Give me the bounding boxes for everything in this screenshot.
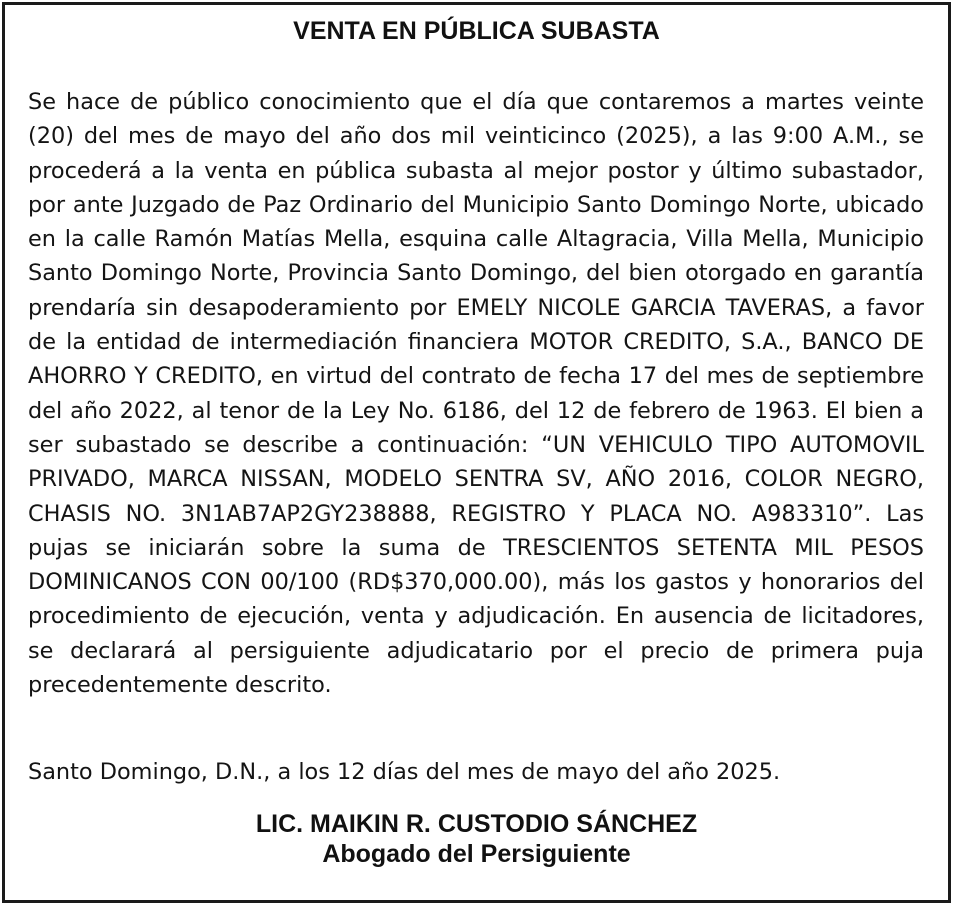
- signatory-name: LIC. MAIKIN R. CUSTODIO SÁNCHEZ: [255, 810, 698, 838]
- notice-dateline: Santo Domingo, D.N., a los 12 días del mes de mayo del año 2025.: [28, 759, 781, 785]
- notice-frame: [2, 2, 951, 903]
- notice-title: VENTA EN PÚBLICA SUBASTA: [293, 17, 660, 45]
- signatory-role: Abogado del Persiguiente: [322, 840, 631, 868]
- notice-body: Se hace de público conocimiento que el día que contaremos a martes veinte (20) del mes de mayo del año dos mil veinticinco (2025), a las 9:00 A.M., se procederá a la venta en pública subasta al mejor postor y último subastador, por ante Juzgado de Paz Ordinario del Municipio Santo Domingo Norte, ubicado en la calle Ramón Matías Mella, esquina calle Altagracia, Villa Mella, Municipio Santo Domingo Norte, Provincia Santo Domingo, del bien otorgado en garantía prendaría sin desapoderamiento por EMELY NICOLE GARCIA TAVERAS, a favor de la entidad de intermediación financiera MOTOR CREDITO, S.A., BANCO DE AHORRO Y CREDITO, en virtud del contrato de fecha 17 del mes de septiembre del año 2022, al tenor de la Ley No. 6186, del 12 de febrero de 1963. El bien a ser subastado se describe a continuación: “UN VEHICULO TIPO AUTOMOVIL PRIVADO, MARCA NISSAN, MODELO SENTRA SV, AÑO 2016, COLOR NEGRO, CHASIS NO. 3N1AB7AP2GY238888, REGISTRO Y PLACA NO. A983310”. Las pujas se iniciarán sobre la suma de TRESCIENTOS SETENTA MIL PESOS DOMINICANOS CON 00/100 (RD$370,000.00), más los gastos y honorarios del procedimiento de ejecución, venta y adjudicación. En ausencia de licitadores, se declarará al persiguiente adjudicatario por el precio de primera puja precedentemente descrito.: [28, 89, 924, 699]
